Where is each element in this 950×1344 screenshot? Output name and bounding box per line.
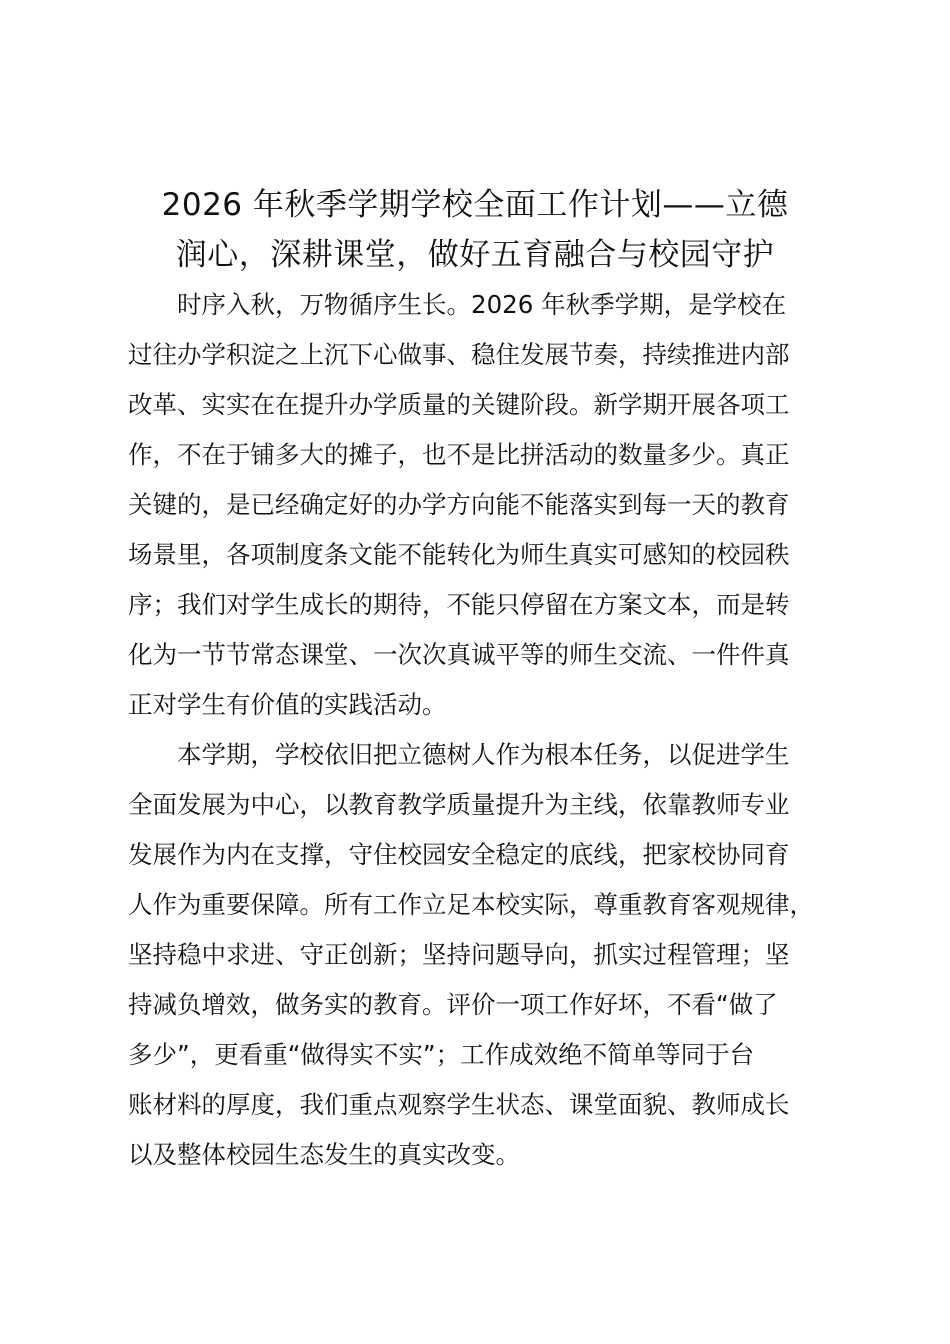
text-line: 坚持稳中求进、守正创新；坚持问题导向，抓实过程管理；坚 bbox=[128, 940, 790, 969]
text-line: 作，不在于铺多大的摊子，也不是比拼活动的数量多少。真正 bbox=[128, 440, 790, 469]
text-line: 过往办学积淀之上沉下心做事、稳住发展节奏，持续推进内部 bbox=[128, 340, 790, 369]
paragraph bbox=[128, 730, 858, 1180]
text-line: 账材料的厚度，我们重点观察学生状态、课堂面貌、教师成长 bbox=[128, 1090, 790, 1119]
document-body bbox=[128, 280, 858, 1180]
text-line: 人作为重要保障。所有工作立足本校实际，尊重教育客观规律， bbox=[128, 890, 814, 919]
text-line: 场景里，各项制度条文能不能转化为师生真实可感知的校园秩 bbox=[128, 540, 790, 569]
title-line: 2026 年秋季学期学校全面工作计划——立德 bbox=[161, 187, 789, 223]
title-line: 润心，深耕课堂，做好五育融合与校园守护 bbox=[175, 237, 775, 273]
text-line: 关键的，是已经确定好的办学方向能不能落实到每一天的教育 bbox=[128, 490, 790, 519]
text-line: 改革、实实在在提升办学质量的关键阶段。新学期开展各项工 bbox=[128, 390, 790, 419]
text-line: 发展作为内在支撑，守住校园安全稳定的底线，把家校协同育 bbox=[128, 840, 790, 869]
text-line: 序；我们对学生成长的期待，不能只停留在方案文本，而是转 bbox=[128, 590, 790, 619]
text-line: 时序入秋，万物循序生长。2026 年秋季学期，是学校在 bbox=[177, 290, 787, 319]
paragraph bbox=[128, 280, 858, 730]
text-line: 持减负增效，做务实的教育。评价一项工作好坏，不看“做了 bbox=[128, 990, 778, 1019]
text-line: 化为一节节常态课堂、一次次真诚平等的师生交流、一件件真 bbox=[128, 640, 790, 669]
text-line: 正对学生有价值的实践活动。 bbox=[128, 690, 447, 719]
text-line: 本学期，学校依旧把立德树人作为根本任务，以促进学生 bbox=[177, 740, 790, 769]
document-title bbox=[100, 180, 850, 280]
text-line: 多少”，更看重“做得实不实”；工作成效绝不简单等同于台 bbox=[128, 1040, 755, 1069]
text-line: 以及整体校园生态发生的真实改变。 bbox=[128, 1140, 520, 1169]
text-line: 全面发展为中心，以教育教学质量提升为主线，依靠教师专业 bbox=[128, 790, 790, 819]
